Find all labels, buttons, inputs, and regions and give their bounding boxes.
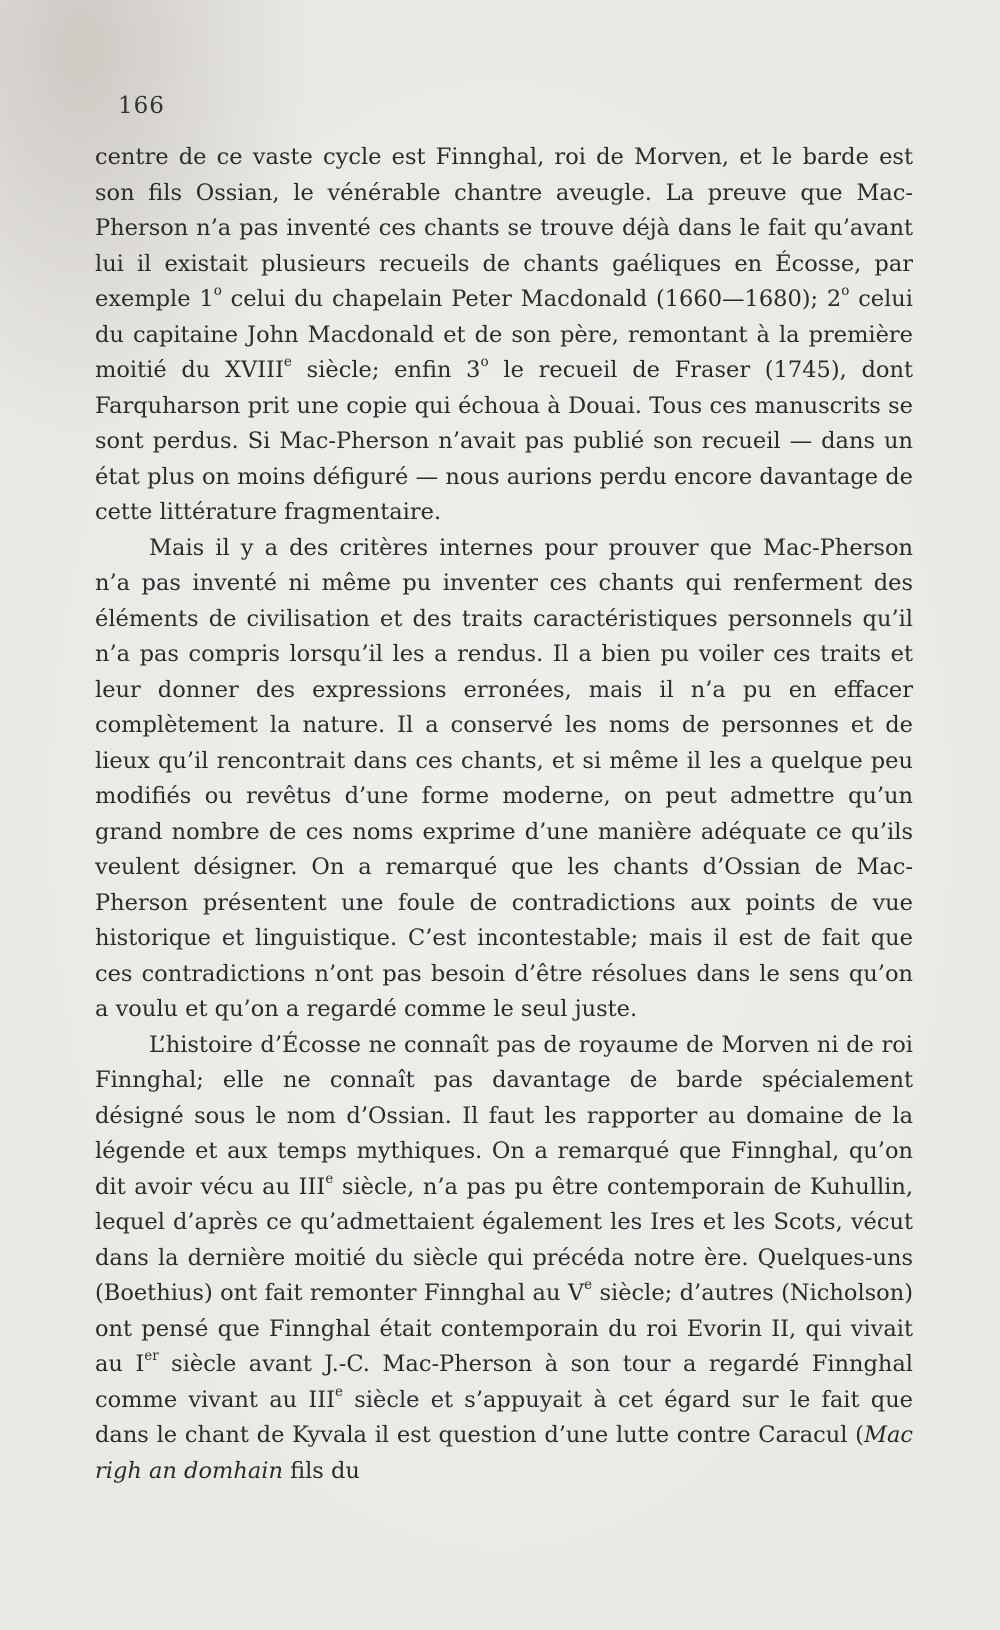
text-run: le recueil de Fraser (1745), dont Farquharson prit une copie qui échoua à Douai. Tous ces manuscrits se sont perdus. Si Mac-Pherson n’avait pas publié son recueil — dans un état plus on moins défiguré — nous aurions perdu encore davantage de cette littérature fragmentaire. — [95, 357, 913, 525]
text-run: siècle avant J.-C. Mac-Pherson à son tour a regardé Finnghal comme vivant au III — [95, 1351, 914, 1413]
text-run: siècle; d’autres (Nicholson) ont pensé que Finnghal était contemporain du roi Evorin II, qui vivait au I — [95, 1280, 913, 1377]
text-run: Mais il y a des critères internes pour prouver que Mac-Pherson n’a pas inventé ni même pu inventer ces chants qui renferment des éléments de civilisation et des traits caractéristiques personnels qu’il n’a pas compris lorsqu’il les a rendus. Il a bien pu voiler ces traits et leur donner des expressions erronées, mais il n’a pu en effacer complètement la nature. Il a conservé les noms de personnes et de lieux qu’il rencontrait dans ces chants, et si même il les a quelque peu modifiés ou revêtus d’une forme moderne, on peut admettre qu’un grand nombre de ces noms exprime d’une manière adéquate ce qu’ils veulent désigner. On a remarqué que les chants d’Ossian de Mac-Pherson présentent une foule de contradictions aux points de vue historique et linguistique. C’est incontestable; mais il est de fait que ces contradictions n’ont pas besoin d’être résolues dans le sens qu’on a voulu et qu’on a regardé comme le seul juste. — [95, 534, 913, 1022]
text-run: celui du capitaine John Macdonald et de son père, remontant à la première moitié du XVIII — [95, 286, 913, 383]
superscript: er — [144, 1348, 159, 1365]
paragraph — [95, 140, 913, 531]
page-number: 166 — [118, 93, 165, 119]
text-run: fils du — [282, 1457, 360, 1484]
text-run: celui du chapelain Peter Macdonald (1660—1680); 2 — [221, 286, 842, 312]
body-text — [95, 140, 913, 1489]
italic-text: Mac righ an domhain — [95, 1422, 913, 1484]
paragraph — [95, 531, 913, 1028]
superscript: o — [213, 283, 222, 300]
superscript: e — [584, 1277, 593, 1294]
superscript: e — [335, 1383, 344, 1400]
superscript: o — [480, 354, 489, 371]
text-run: L’histoire d’Écosse ne connaît pas de royaume de Morven ni de roi Finnghal; elle ne connaît pas davantage de barde spécialement désigné sous le nom d’Ossian. Il faut les rapporter au domaine de la légende et aux temps mythiques. On a remarqué que Finnghal, qu’on dit avoir vécu au III — [95, 1031, 913, 1200]
text-run: siècle, n’a pas pu être contemporain de Kuhullin, lequel d’après ce qu’admettaient également les Ires et les Scots, vécut dans la dernière moitié du siècle qui précéda notre ère. Quelques-uns (Boethius) ont fait remonter Finnghal au V — [95, 1173, 913, 1306]
superscript: e — [283, 354, 292, 371]
text-run: siècle et s’appuyait à cet égard sur le fait que dans le chant de Kyvala il est question d’une lutte contre Caracul ( — [95, 1386, 913, 1448]
superscript: e — [325, 1170, 334, 1187]
superscript: o — [841, 283, 850, 300]
text-run: siècle; enfin 3 — [291, 357, 481, 383]
paragraph — [95, 1028, 913, 1490]
text-run: centre de ce vaste cycle est Finnghal, roi de Morven, et le barde est son fils Ossian, le vénérable chantre aveugle. La preuve que Mac-Pherson n’a pas inventé ces chants se trouve déjà dans le fait qu’avant lui il existait plusieurs recueils de chants gaéliques en Écosse, par exemple 1 — [95, 144, 913, 312]
